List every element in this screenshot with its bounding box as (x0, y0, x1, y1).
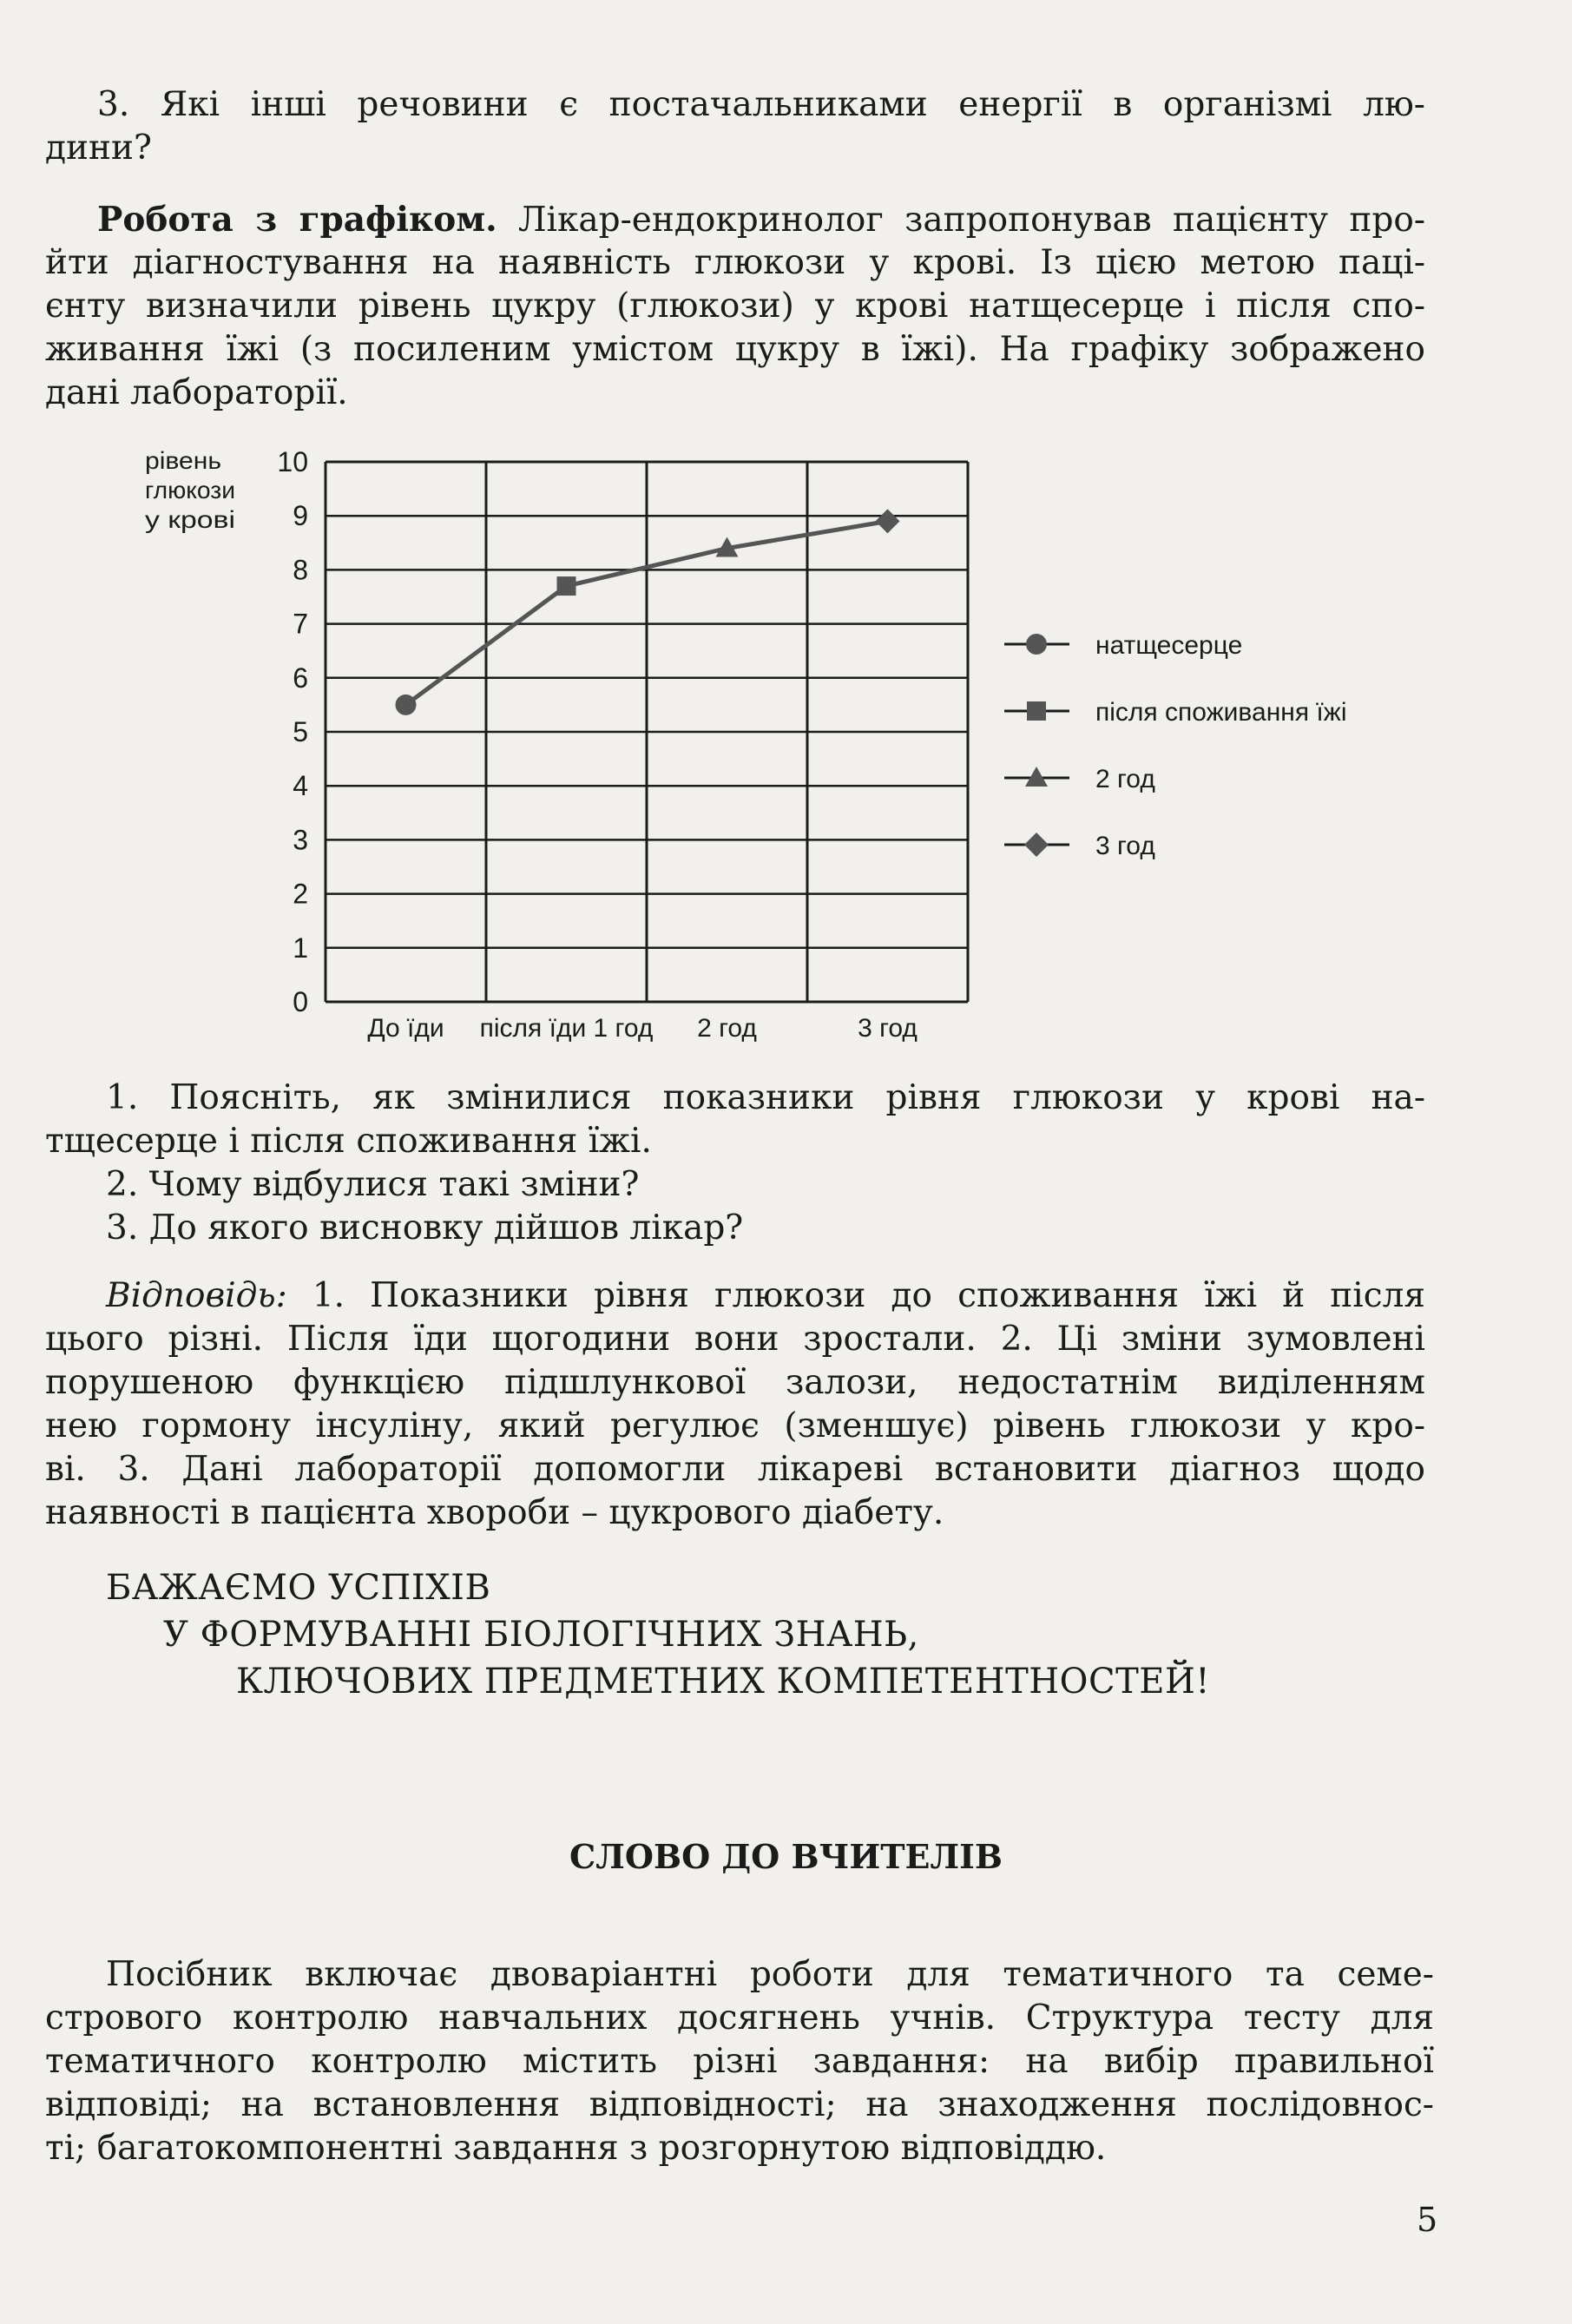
legend-label: натщесерце (1095, 631, 1243, 660)
data-point-square (557, 576, 576, 596)
y-axis-label-line: у крові (145, 506, 235, 533)
wish-line-2: У ФОРМУВАННІ БІОЛОГІЧНИХ ЗНАНЬ, (163, 1615, 919, 1655)
answer-label: Відповідь: (106, 1276, 287, 1315)
task-line-3: єнту визначили рівень цукру (глюкози) у крові натщесерце і після спо- (45, 286, 1425, 326)
answer-line-3: порушеною функцією підшлункової залози, недостатнім виділенням (45, 1363, 1425, 1402)
data-point-circle (396, 695, 417, 715)
y-axis-label-line: глюкози (145, 477, 235, 504)
question-1-line-1: 1. Поясніть, як змінилися показники рівня глюкози у крові на- (106, 1078, 1425, 1117)
x-tick-label: 2 год (697, 1014, 757, 1043)
answer-line-1-text: 1. Показники рівня глюкози до споживання їжі й після (312, 1276, 1425, 1315)
x-tick-label: після їди 1 год (479, 1014, 654, 1043)
teachers-line-1: Посібник включає двоваріантні роботи для тематичного та семе- (106, 1955, 1434, 1994)
teachers-line-3: тематичного контролю містить різні завдання: на вибір правильної (45, 2042, 1434, 2081)
answer-line-6: наявності в пацієнта хвороби – цукрового діабету. (45, 1493, 944, 1532)
x-tick-label: До їди (367, 1014, 444, 1043)
y-tick-label: 9 (293, 500, 308, 532)
data-point-diamond (876, 509, 900, 533)
page-number: 5 (1417, 2201, 1438, 2239)
answer-line-2: цього різні. Після їди щогодини вони зростали. 2. Ці зміни зумовлені (45, 1320, 1425, 1359)
task-line-1 (97, 198, 1425, 242)
legend-marker-circle (1026, 634, 1047, 655)
task-heading: Робота з графіком. (97, 200, 497, 240)
task-line-5: дані лабораторії. (45, 373, 348, 412)
section-title: СЛОВО ДО ВЧИТЕЛІВ (569, 1837, 1003, 1876)
legend-marker-square (1027, 701, 1046, 721)
question-2: 2. Чому відбулися такі зміни? (106, 1165, 640, 1204)
legend-label: 3 год (1095, 832, 1155, 860)
y-tick-label: 0 (293, 986, 308, 1017)
teachers-line-2: стрового контролю навчальних досягнень учнів. Структура тесту для (45, 1998, 1434, 2038)
chart-grid (326, 462, 968, 1002)
legend-label: 2 год (1095, 765, 1155, 793)
y-tick-label: 2 (293, 878, 308, 910)
question-1-line-2: тщесерце і після споживання їжі. (45, 1122, 652, 1161)
y-tick-labels (277, 446, 308, 1017)
wish-line-3: КЛЮЧОВИХ ПРЕДМЕТНИХ КОМПЕТЕНТНОСТЕЙ! (236, 1662, 1210, 1702)
answer-line-4: нею гормону інсуліну, який регулює (зменшує) рівень глюкози у кро- (45, 1406, 1425, 1445)
wish-line-1: БАЖАЄМО УСПІХІВ (106, 1568, 491, 1608)
y-tick-label: 10 (277, 446, 308, 477)
answer-line-5: ві. 3. Дані лабораторії допомогли лікареві встановити діагноз щодо (45, 1450, 1425, 1489)
task-line-1-text: Лікар-ендокринолог запропонував пацієнту про- (517, 201, 1426, 240)
y-tick-label: 3 (293, 824, 308, 856)
answer-line-1 (106, 1274, 1425, 1318)
glucose-chart (122, 434, 1424, 1068)
teachers-line-4: відповіді; на встановлення відповідності; на знаходження послідовнос- (45, 2085, 1434, 2124)
y-axis-label (145, 447, 235, 533)
task-line-2: йти діагностування на наявність глюкози у крові. Із цією метою паці- (45, 243, 1425, 282)
y-tick-label: 1 (293, 932, 308, 964)
x-tick-labels (367, 1014, 918, 1043)
y-tick-label: 6 (293, 662, 308, 694)
x-tick-label: 3 год (858, 1014, 918, 1043)
y-tick-label: 4 (293, 770, 308, 802)
y-axis-label-line: рівень (145, 447, 221, 474)
question-3-line-1: 3. Які інші речовини є постачальниками енергії в організмі лю- (97, 85, 1425, 124)
y-tick-label: 7 (293, 608, 308, 640)
legend-label: після споживання їжі (1095, 698, 1347, 727)
y-tick-label: 5 (293, 716, 308, 747)
question-3-chart: 3. До якого висновку дійшов лікар? (106, 1208, 744, 1248)
chart-legend (1004, 631, 1346, 860)
task-line-4: живання їжі (з посиленим умістом цукру в їжі). На графіку зображено (45, 330, 1425, 369)
question-3-line-2: дини? (45, 128, 152, 168)
y-tick-label: 8 (293, 554, 308, 586)
legend-marker-diamond (1024, 833, 1049, 857)
teachers-line-5: ті; багатокомпонентні завдання з розгорнутою відповіддю. (45, 2129, 1107, 2168)
